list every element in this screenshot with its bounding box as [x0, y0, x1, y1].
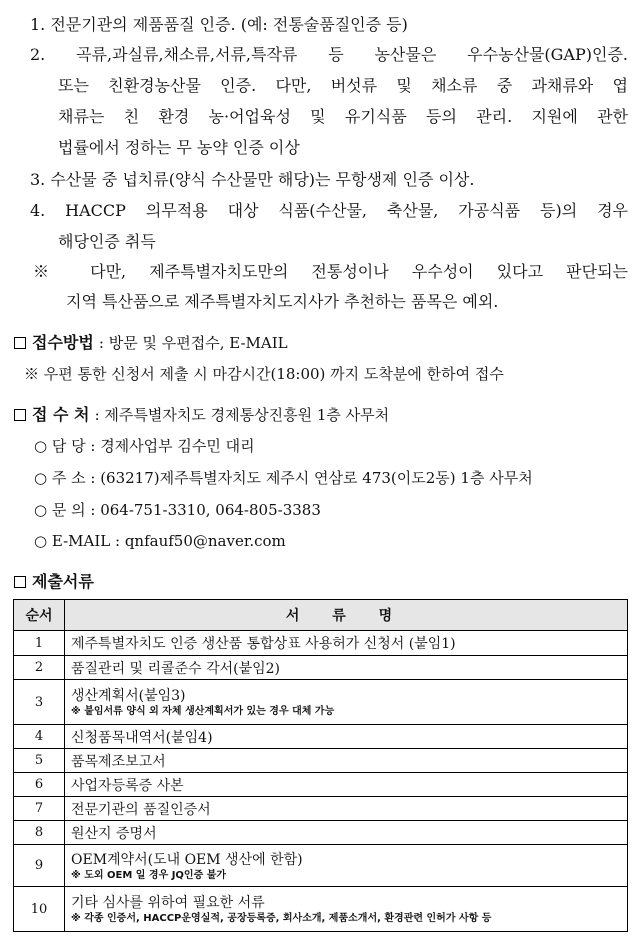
method-heading: 접수방법	[32, 333, 94, 352]
square-bullet-icon	[14, 576, 26, 588]
method-note: ※ 우편 통한 신청서 제출 시 마감시간(18:00) 까지 도착분에 한하여 접수	[24, 365, 504, 383]
row-number: 2	[14, 656, 65, 680]
criteria-exception-note-line1: ※ 다만, 제주특별자치도만의 전통성이나 우수성이 있다고 판단되는	[33, 262, 628, 281]
table-row	[14, 887, 628, 932]
document-note: ※ 붙임서류 양식 외 자체 생산계획서가 있는 경우 대체 가능	[71, 706, 335, 717]
document-cell	[65, 887, 628, 932]
document-name: 기타 심사를 위하여 필요한 서류	[71, 895, 265, 911]
document-name: 사업자등록증 사본	[65, 773, 628, 797]
documents-table	[13, 599, 628, 932]
document-name: OEM계약서(도내 OEM 생산에 한함)	[71, 851, 303, 868]
column-header-no: 순서	[14, 600, 65, 631]
row-number: 8	[14, 821, 65, 845]
documents-section	[14, 572, 94, 592]
row-number: 7	[14, 797, 65, 821]
table-row	[14, 797, 628, 821]
document-name: 원산지 증명서	[65, 821, 628, 845]
office-heading: 접 수 처	[32, 405, 90, 424]
document-name: 생산계획서(붙임3)	[71, 688, 186, 704]
row-number: 9	[14, 845, 65, 887]
criteria-item-2-line3: 채류는 친 환경 농·어업육성 및 유기식품 등의 관리. 지원에 관한	[58, 107, 628, 126]
criteria-item-2-line1: 2. 곡류,과실류,채소류,서류,특작류 등 농산물은 우수농산물(GAP)인증.	[30, 45, 628, 64]
document-note: ※ 각종 인증서, HACCP운영실적, 공장등록증, 회사소개, 제품소개서, 환경관련 인허가 사항 등	[71, 913, 492, 924]
table-row	[14, 680, 628, 725]
method-text: : 방문 및 우편접수, E-MAIL	[98, 334, 288, 352]
document-name: 제주특별자치도 인증 생산품 통합상표 사용허가 신청서 (붙임1)	[65, 631, 628, 656]
row-number: 5	[14, 749, 65, 773]
square-bullet-icon	[14, 337, 26, 349]
criteria-item-3: 3. 수산물 중 넙치류(양식 수산물만 해당)는 무항생제 인증 이상.	[30, 170, 475, 189]
document-cell	[65, 845, 628, 887]
table-row	[14, 656, 628, 680]
document-note: ※ 도외 OEM 일 경우 JQ인증 불가	[71, 869, 227, 881]
office-text: : 제주특별자치도 경제통상진흥원 1층 사무처	[94, 406, 390, 424]
table-row	[14, 631, 628, 656]
row-number: 3	[14, 680, 65, 725]
square-bullet-icon	[14, 409, 26, 421]
document-name: 전문기관의 품질인증서	[65, 797, 628, 821]
office-section	[14, 405, 389, 425]
document-name: 품질관리 및 리콜준수 각서(붙임2)	[65, 656, 628, 680]
criteria-item-4-line2: 해당인증 취득	[58, 232, 156, 251]
document-cell	[65, 680, 628, 725]
column-header-name: 서 류 명	[65, 600, 628, 631]
criteria-item-2-line4: 법률에서 정하는 무 농약 인증 이상	[58, 138, 300, 157]
office-phone: ○ 문 의 : 064-751-3310, 064-805-3383	[34, 501, 321, 519]
criteria-item-4-line1: 4. HACCP 의무적용 대상 식품(수산물, 축산물, 가공식품 등)의 경우	[30, 201, 628, 220]
document-name: 품목제조보고서	[65, 749, 628, 773]
table-header-row	[14, 600, 628, 631]
table-row	[14, 773, 628, 797]
criteria-item-1: 1. 전문기관의 제품품질 인증. (예: 전통술품질인증 등)	[30, 15, 408, 34]
row-number: 1	[14, 631, 65, 656]
criteria-exception-note-line2: 지역 특산품으로 제주특별자치도지사가 추천하는 품목은 예외.	[66, 292, 499, 311]
criteria-item-2-line2: 또는 친환경농산물 인증. 다만, 버섯류 및 채소류 중 과채류와 엽	[58, 76, 628, 95]
table-row	[14, 845, 628, 887]
office-address: ○ 주 소 : (63217)제주특별자치도 제주시 연삼로 473(이도2동) 1층 사무처	[34, 469, 533, 487]
table-row	[14, 749, 628, 773]
document-name: 신청품목내역서(붙임4)	[65, 725, 628, 749]
row-number: 4	[14, 725, 65, 749]
documents-heading: 제출서류	[32, 572, 94, 591]
method-section	[14, 333, 288, 353]
table-row	[14, 821, 628, 845]
table-row	[14, 725, 628, 749]
row-number: 10	[14, 887, 65, 932]
row-number: 6	[14, 773, 65, 797]
office-contact: ○ 담 당 : 경제사업부 김수민 대리	[34, 437, 255, 455]
office-email[interactable]: ○ E-MAIL : qnfauf50@naver.com	[34, 532, 286, 550]
